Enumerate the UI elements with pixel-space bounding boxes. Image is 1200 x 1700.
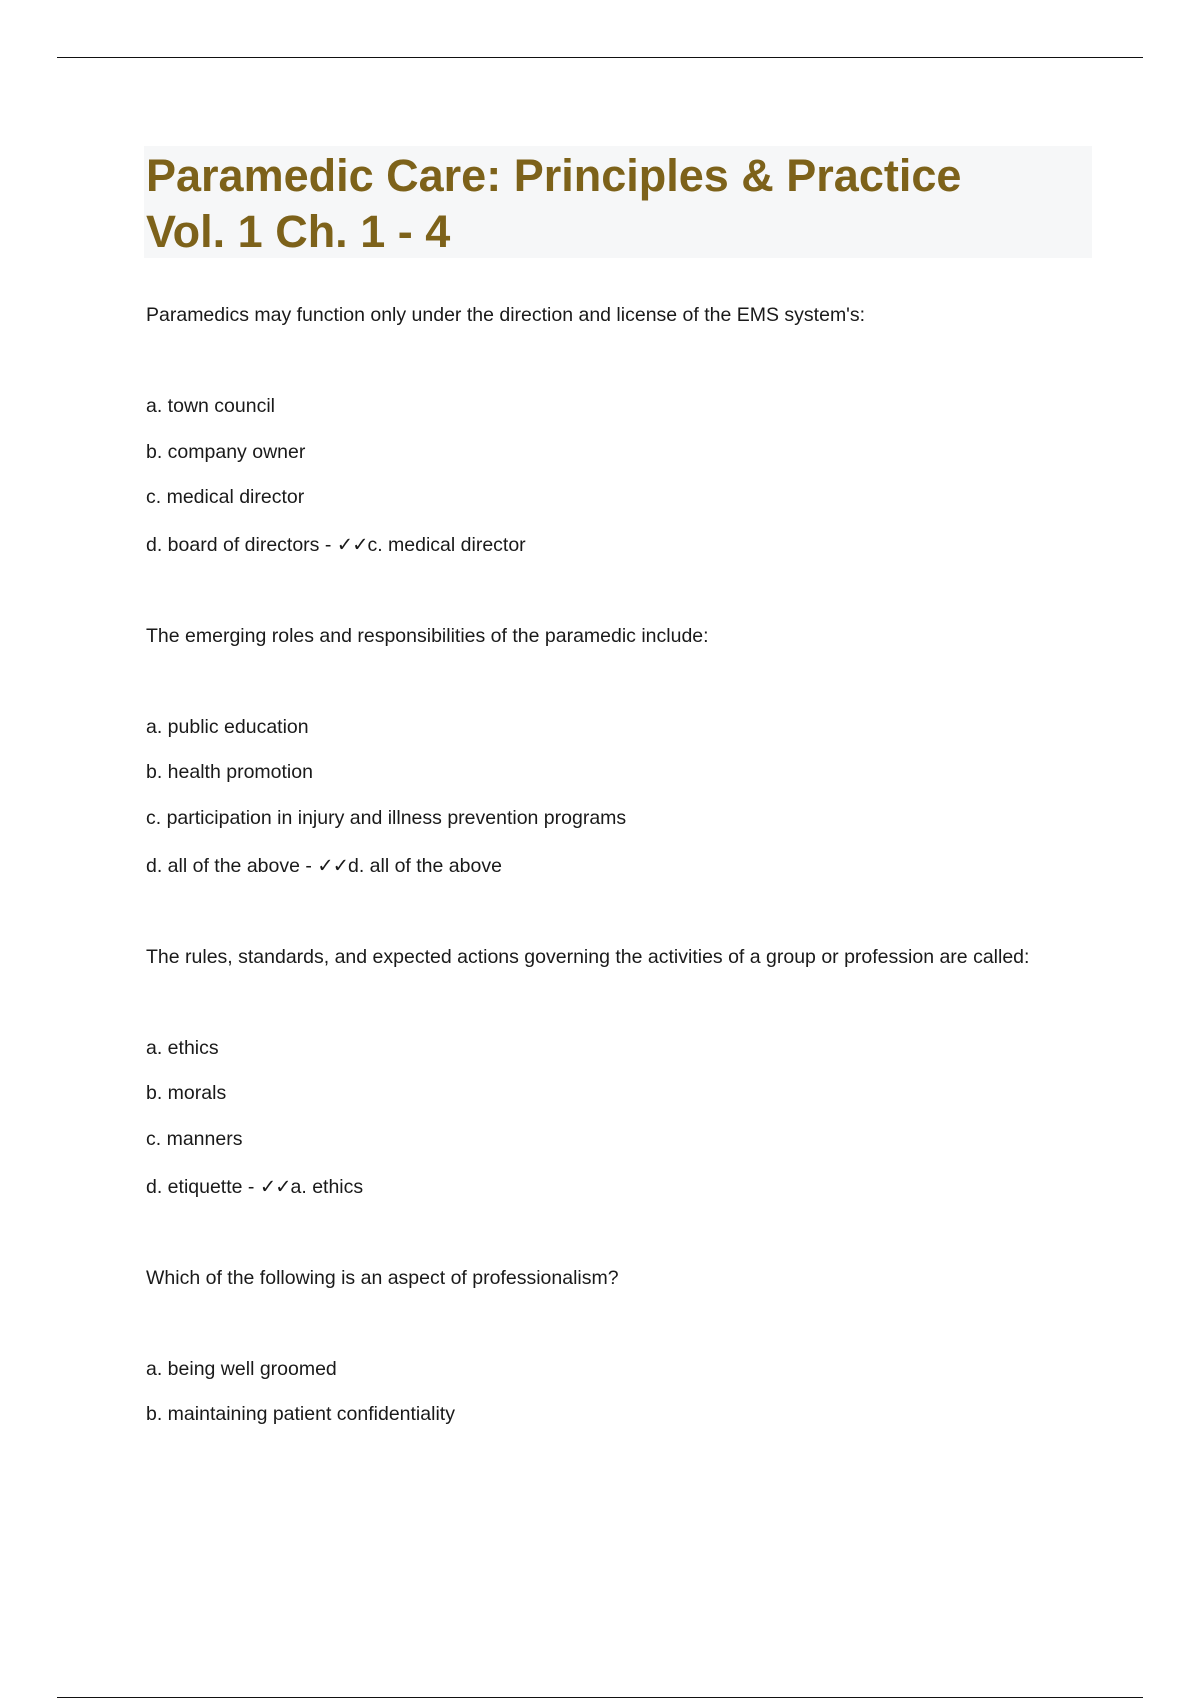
question-3-answer: a. ethics xyxy=(290,1176,364,1198)
top-rule xyxy=(57,57,1143,58)
question-2-option-d: d. all of the above - xyxy=(146,855,318,877)
question-4-prompt: Which of the following is an aspect of professionalism? xyxy=(146,1267,619,1289)
question-2-prompt: The emerging roles and responsibilities of the paramedic include: xyxy=(146,625,709,647)
question-1-option-c: c. medical director xyxy=(146,486,305,508)
question-2-answer-line xyxy=(146,854,502,878)
question-3-prompt: The rules, standards, and expected actions governing the activities of a group or profession are called: xyxy=(146,946,1030,968)
bottom-rule xyxy=(57,1697,1143,1698)
question-3-answer-line xyxy=(146,1175,363,1199)
question-2-option-c: c. participation in injury and illness prevention programs xyxy=(146,807,627,829)
question-2-option-a: a. public education xyxy=(146,716,309,738)
answer-check-icon: ✓✓ xyxy=(259,1176,291,1198)
question-3-option-a: a. ethics xyxy=(146,1037,219,1059)
question-3-option-c: c. manners xyxy=(146,1128,243,1150)
document-title: Paramedic Care: Principles & Practice Vol. 1 Ch. 1 - 4 xyxy=(146,150,962,257)
question-3-option-b: b. morals xyxy=(146,1082,227,1104)
question-1-answer: c. medical director xyxy=(367,534,526,556)
question-3-option-d: d. etiquette - xyxy=(146,1176,260,1198)
question-4-option-b: b. maintaining patient confidentiality xyxy=(146,1403,455,1425)
question-1-prompt: Paramedics may function only under the direction and license of the EMS system's: xyxy=(146,304,866,326)
answer-check-icon: ✓✓ xyxy=(317,855,348,877)
question-1-option-a: a. town council xyxy=(146,395,275,417)
question-2-answer: d. all of the above xyxy=(347,855,502,877)
answer-check-icon: ✓✓ xyxy=(336,534,368,556)
question-1-option-b: b. company owner xyxy=(146,441,306,463)
question-1-option-d: d. board of directors - xyxy=(146,534,337,556)
question-1-answer-line xyxy=(146,533,526,557)
question-2-option-b: b. health promotion xyxy=(146,761,313,783)
question-4-option-a: a. being well groomed xyxy=(146,1358,337,1380)
